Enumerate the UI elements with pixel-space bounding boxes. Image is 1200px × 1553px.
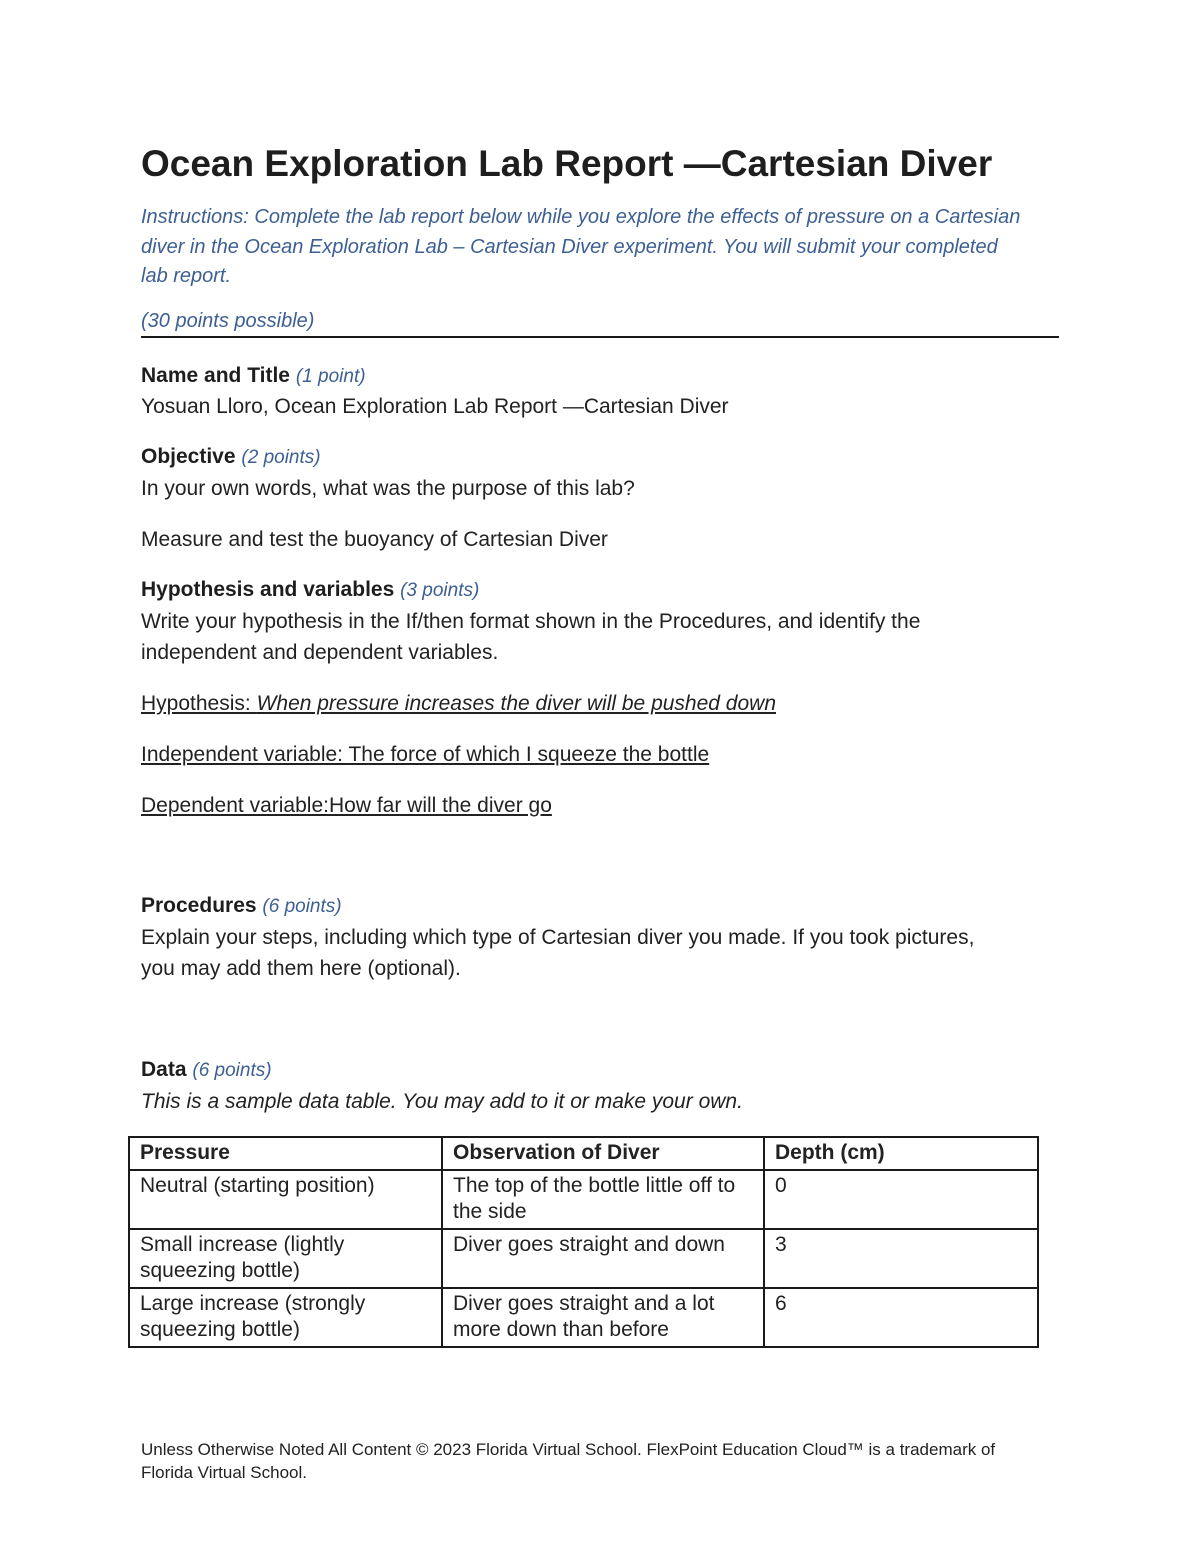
table-cell: The top of the bottle little off to the side — [442, 1170, 764, 1229]
heading-text: Objective — [141, 445, 236, 468]
heading-text: Hypothesis and variables — [141, 578, 395, 601]
section-heading-name-title — [141, 364, 366, 388]
data-prompt: This is a sample data table. You may add to it or make your own. — [141, 1090, 743, 1113]
table-cell: Neutral (starting position) — [129, 1170, 442, 1229]
section-heading-data — [141, 1058, 272, 1082]
table-cell: Large increase (strongly squeezing bottle) — [129, 1288, 442, 1347]
table-header-cell: Depth (cm) — [764, 1137, 1038, 1170]
data-table — [128, 1136, 1039, 1348]
table-cell: 3 — [764, 1229, 1038, 1288]
table-row — [129, 1288, 1038, 1347]
table-cell: Diver goes straight and down — [442, 1229, 764, 1288]
table-cell: Diver goes straight and a lot more down than before — [442, 1288, 764, 1347]
heading-text: Procedures — [141, 894, 257, 917]
heading-points: (6 points) — [262, 896, 342, 917]
points-possible: (30 points possible) — [141, 310, 315, 332]
name-title-answer: Yosuan Lloro, Ocean Exploration Lab Report —Cartesian Diver — [141, 395, 729, 418]
heading-text: Name and Title — [141, 364, 290, 387]
section-heading-objective — [141, 445, 321, 469]
horizontal-divider — [141, 336, 1059, 338]
instructions-text: Instructions: Complete the lab report below while you explore the effects of pressure on a Cartesian diver in the Ocean Exploration Lab – Cartesian Diver experiment. You will submit your completed lab report. — [141, 206, 1021, 287]
page-title: Ocean Exploration Lab Report —Cartesian Diver — [141, 143, 993, 184]
hypothesis-line — [141, 688, 1041, 719]
independent-label: Independent variable: — [141, 743, 349, 766]
table-row — [129, 1170, 1038, 1229]
procedures-prompt: Explain your steps, including which type of Cartesian diver you made. If you took pictures, you may add them here (optional). — [141, 926, 975, 980]
independent-variable-line — [141, 739, 1041, 770]
section-heading-hypothesis — [141, 578, 479, 602]
hypothesis-value: When pressure increases the diver will be pushed down — [256, 692, 777, 715]
dependent-value: How far will the diver go — [328, 794, 552, 817]
table-cell: 0 — [764, 1170, 1038, 1229]
table-cell: 6 — [764, 1288, 1038, 1347]
heading-points: (2 points) — [241, 447, 321, 468]
copyright-footer: Unless Otherwise Noted All Content © 2023 Florida Virtual School. FlexPoint Education Cloud™ is a trademark of Florida Virtual School. — [141, 1440, 996, 1482]
heading-points: (3 points) — [400, 580, 480, 601]
section-heading-procedures — [141, 894, 342, 918]
heading-points: (6 points) — [192, 1060, 272, 1081]
independent-value: The force of which I squeeze the bottle — [348, 743, 710, 766]
objective-prompt: In your own words, what was the purpose of this lab? — [141, 477, 635, 500]
objective-answer: Measure and test the buoyancy of Cartesian Diver — [141, 528, 608, 551]
document-page — [141, 0, 1059, 1553]
table-header-cell: Observation of Diver — [442, 1137, 764, 1170]
hypothesis-prompt: Write your hypothesis in the If/then format shown in the Procedures, and identify the independent and dependent variables. — [141, 610, 921, 664]
heading-points: (1 point) — [295, 366, 366, 387]
table-row — [129, 1229, 1038, 1288]
dependent-variable-line — [141, 790, 1041, 821]
hypothesis-label: Hypothesis: — [141, 692, 257, 715]
dependent-label: Dependent variable: — [141, 794, 329, 817]
table-header-row — [129, 1137, 1038, 1170]
table-header-cell: Pressure — [129, 1137, 442, 1170]
heading-text: Data — [141, 1058, 187, 1081]
table-cell: Small increase (lightly squeezing bottle) — [129, 1229, 442, 1288]
